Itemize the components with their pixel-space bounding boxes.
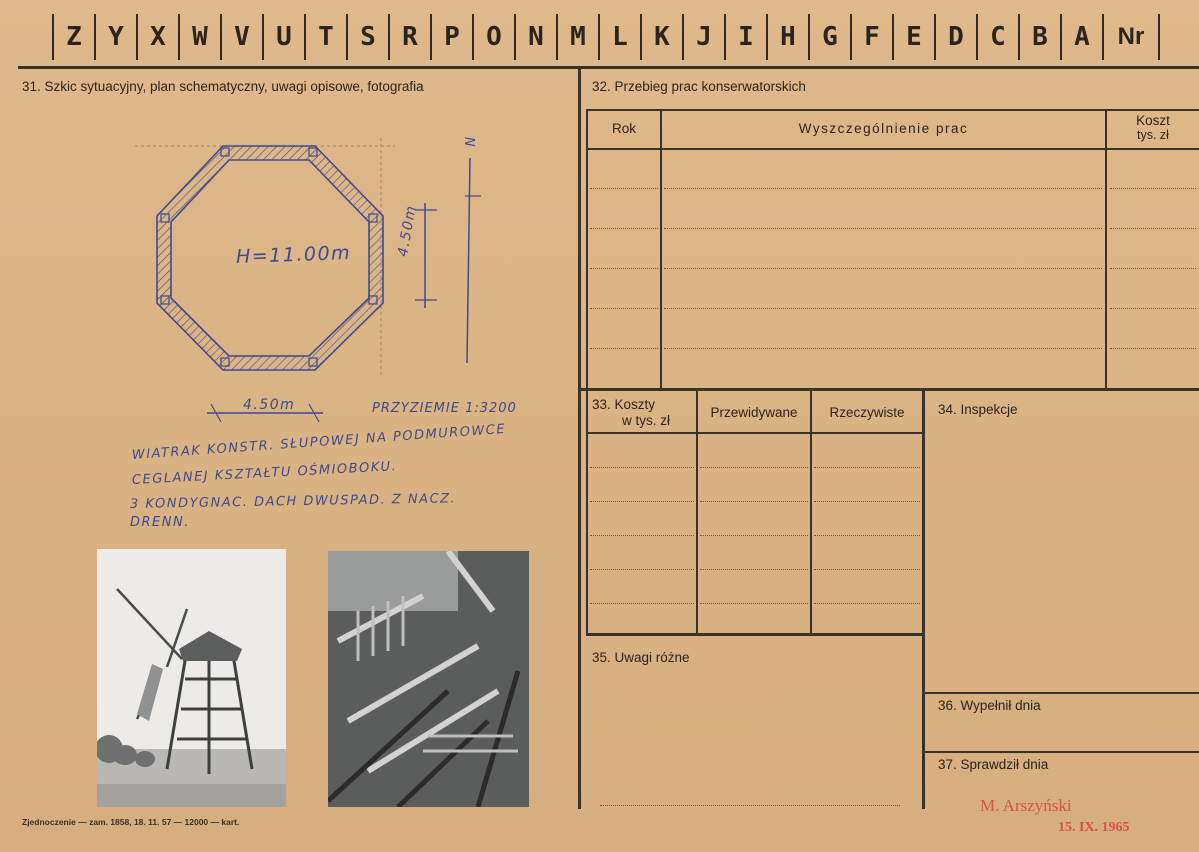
- table32-dotted-row: [590, 308, 658, 309]
- letter-cell: R: [388, 14, 430, 60]
- table33-dotted-row: [590, 467, 694, 468]
- octagon-plan-sketch: [125, 128, 585, 428]
- section-32-title: 32. Przebieg prac konserwatorskich: [592, 79, 806, 94]
- letter-cell: B: [1018, 14, 1060, 60]
- col-actual-header: Rzeczywiste: [829, 405, 905, 420]
- windmill-exterior-photo: [97, 549, 286, 807]
- table32-dotted-row: [664, 188, 1102, 189]
- table33-header-rule: [586, 432, 922, 434]
- letter-cell: W: [178, 14, 220, 60]
- table33-left-rule: [586, 391, 588, 633]
- note-line-3: 3 KONDYGNAC. DACH DWUSPAD. Z NACZ.: [129, 491, 457, 512]
- section35-dotted-line: [600, 805, 900, 806]
- section-31-title: 31. Szkic sytuacyjny, plan schematyczny, uwagi opisowe, fotografia: [22, 79, 424, 94]
- table32-dotted-row: [664, 308, 1102, 309]
- table32-dotted-row: [590, 188, 658, 189]
- letter-cell: F: [850, 14, 892, 60]
- table32-dotted-row: [590, 228, 658, 229]
- note-line-2: CEGLANEJ KSZTAŁTU OŚMIOBOKU.: [131, 459, 398, 488]
- letter-cell: M: [556, 14, 598, 60]
- table32-col-rule-2: [1105, 109, 1107, 389]
- table32-left-rule: [586, 109, 588, 389]
- letter-cell: S: [346, 14, 388, 60]
- letter-index-row: [52, 14, 1160, 60]
- table33-dotted-row: [700, 467, 808, 468]
- letter-cell: V: [220, 14, 262, 60]
- section36-top-rule: [924, 692, 1199, 694]
- section-35-title: 35. Uwagi różne: [592, 650, 690, 665]
- section34-divider: [922, 391, 925, 809]
- table33-dotted-row: [814, 501, 920, 502]
- table33-col-rule-1: [696, 391, 698, 633]
- letter-cell: L: [598, 14, 640, 60]
- letter-cell: G: [808, 14, 850, 60]
- section-34-title: 34. Inspekcje: [938, 402, 1018, 417]
- letter-cell: P: [430, 14, 472, 60]
- letter-cell: T: [304, 14, 346, 60]
- section-33-title-1: 33. Koszty: [592, 397, 656, 412]
- bottom-dimension: 4.50m: [243, 397, 296, 413]
- letter-cell: N: [514, 14, 556, 60]
- section-33-title-2: w tys. zł: [622, 413, 671, 428]
- letter-cell: O: [472, 14, 514, 60]
- table33-dotted-row: [590, 535, 694, 536]
- table33-dotted-row: [814, 603, 920, 604]
- section33-bottom-rule: [586, 633, 922, 636]
- note-line-4: DRENN.: [130, 515, 190, 530]
- table32-dotted-row: [1110, 348, 1196, 349]
- letter-cell: Y: [94, 14, 136, 60]
- section-36-title: 36. Wypełnił dnia: [938, 698, 1041, 713]
- col-planned-header: Przewidywane: [710, 405, 798, 420]
- letter-cell: A: [1060, 14, 1102, 60]
- letter-cell: C: [976, 14, 1018, 60]
- letter-cell: E: [892, 14, 934, 60]
- table32-col-rule-1: [660, 109, 662, 389]
- letter-cell: I: [724, 14, 766, 60]
- col-cost-header-1: Koszt: [1136, 113, 1170, 128]
- table32-top-rule: [586, 109, 1199, 111]
- table33-dotted-row: [590, 603, 694, 604]
- letter-cell: Z: [52, 14, 94, 60]
- nr-cell: Nr: [1102, 14, 1160, 60]
- section37-top-rule: [924, 751, 1199, 753]
- table33-dotted-row: [814, 535, 920, 536]
- table33-dotted-row: [700, 501, 808, 502]
- letter-cell: X: [136, 14, 178, 60]
- table32-header-rule: [586, 148, 1199, 150]
- table32-dotted-row: [1110, 188, 1196, 189]
- north-label: N: [461, 136, 477, 149]
- table32-dotted-row: [1110, 228, 1196, 229]
- table33-dotted-row: [700, 535, 808, 536]
- table33-dotted-row: [590, 501, 694, 502]
- section32-bottom-rule: [578, 388, 1199, 391]
- note-line-1: WIATRAK KONSTR. SŁUPOWEJ NA PODMUROWCE: [131, 421, 507, 463]
- floor-scale-label: PRZYZIEMIE 1:3200: [372, 401, 517, 416]
- table32-dotted-row: [590, 348, 658, 349]
- print-info-footer: Zjednoczenie — zam. 1858, 18. 11. 57 — 12000 — kart.: [22, 817, 240, 827]
- letter-cell: U: [262, 14, 304, 60]
- table33-dotted-row: [590, 569, 694, 570]
- table32-dotted-row: [1110, 268, 1196, 269]
- col-details-header: Wyszczególnienie prac: [798, 121, 969, 136]
- table33-col-rule-2: [810, 391, 812, 633]
- letter-cell: J: [682, 14, 724, 60]
- table32-dotted-row: [664, 348, 1102, 349]
- table32-dotted-row: [1110, 308, 1196, 309]
- header-rule: [18, 66, 1199, 69]
- table33-dotted-row: [814, 467, 920, 468]
- col-cost-header-2: tys. zł: [1137, 128, 1169, 142]
- col-year-header: Rok: [611, 121, 636, 136]
- table33-dotted-row: [814, 569, 920, 570]
- letter-cell: D: [934, 14, 976, 60]
- table32-dotted-row: [590, 268, 658, 269]
- approval-stamp-date: 15. IX. 1965: [1058, 820, 1130, 835]
- table32-dotted-row: [664, 228, 1102, 229]
- table33-dotted-row: [700, 603, 808, 604]
- windmill-detail-photo: [328, 551, 529, 807]
- height-label: H=11.00m: [235, 241, 352, 269]
- table33-dotted-row: [700, 569, 808, 570]
- side-dimension: 4.50m: [395, 203, 420, 258]
- approval-stamp-name: M. Arszyński: [980, 796, 1072, 815]
- table32-dotted-row: [664, 268, 1102, 269]
- letter-cell: H: [766, 14, 808, 60]
- letter-cell: K: [640, 14, 682, 60]
- section-37-title: 37. Sprawdził dnia: [938, 757, 1049, 772]
